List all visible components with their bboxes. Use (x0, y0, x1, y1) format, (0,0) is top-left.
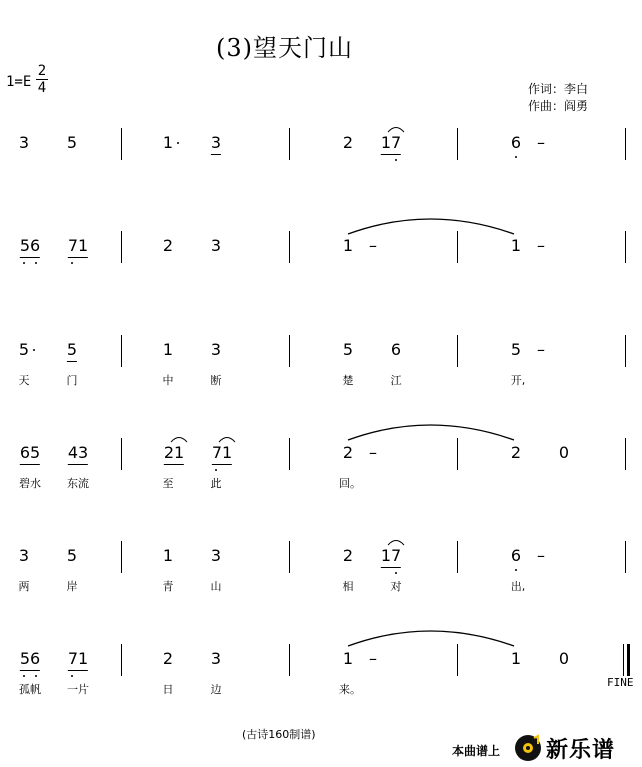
lyric: 青 (162, 580, 174, 593)
note: 71 (212, 444, 232, 465)
note: 2 (342, 546, 354, 565)
note: – (369, 443, 377, 462)
note: 1 (510, 649, 522, 668)
note: 0 (558, 443, 570, 462)
note: 3 (211, 134, 221, 155)
lyric: 日 (162, 683, 174, 696)
key-signature: 1=E (6, 74, 32, 90)
lyric: 至 (162, 477, 174, 490)
note: 3 (18, 546, 30, 565)
lyric: 孤帆 (19, 683, 41, 696)
note: – (369, 649, 377, 668)
time-signature-bottom: 4 (37, 80, 47, 96)
footer-note: (古诗160制谱) (242, 728, 316, 741)
brand-name: 新乐谱 (546, 738, 616, 763)
note: 21 (164, 444, 184, 465)
note: 1 (162, 340, 174, 359)
lyric: 开, (510, 374, 526, 387)
lyric: 中 (162, 374, 174, 387)
note: 1 (342, 236, 354, 255)
note: 17 (381, 547, 401, 568)
score-title: (3)望天门山 (216, 34, 353, 62)
note: 17 (381, 134, 401, 155)
brand-prefix: 本曲谱上 (452, 744, 501, 758)
brand-logo-icon (514, 734, 542, 762)
lyric: 出, (510, 580, 526, 593)
note: – (537, 133, 545, 152)
lyric: 对 (390, 580, 402, 593)
ending-mark: FINE (607, 676, 634, 689)
lyric: 楚 (342, 374, 354, 387)
tie-arc (348, 219, 514, 234)
lyric: 相 (342, 580, 354, 593)
note: 2 (342, 443, 354, 462)
lyric: 东流 (67, 477, 89, 490)
note: – (537, 236, 545, 255)
note: 2 (510, 443, 522, 462)
note: 43 (68, 444, 88, 465)
lyric: 此 (210, 477, 222, 490)
note: 3 (210, 546, 222, 565)
time-signature-top: 2 (37, 63, 47, 79)
note: 3 (18, 133, 30, 152)
note: 1 (510, 236, 522, 255)
note: 5 (510, 340, 522, 359)
lyric: 来。 (339, 683, 361, 696)
note: 56 (20, 650, 40, 671)
lyric: 碧水 (19, 477, 41, 490)
note: – (369, 236, 377, 255)
note: 5 (67, 341, 77, 362)
note: 56 (20, 237, 40, 258)
note: 3 (210, 236, 222, 255)
note: 71 (68, 237, 88, 258)
note: 2 (342, 133, 354, 152)
note: 1 (342, 649, 354, 668)
lyric: 回。 (339, 477, 361, 490)
lyricist-credit: 作词：李白 (528, 82, 589, 96)
note: 5 (66, 546, 78, 565)
lyric: 天 (18, 374, 30, 387)
note: 2 (162, 236, 174, 255)
note: 71 (68, 650, 88, 671)
note: 1 (162, 546, 174, 565)
note: 5 (66, 133, 78, 152)
note: 6 (390, 340, 402, 359)
note: – (537, 546, 545, 565)
note: 5 (18, 340, 30, 359)
note: 3 (210, 649, 222, 668)
note: 6 (510, 133, 522, 152)
lyric: 山 (210, 580, 222, 593)
tie-arc (348, 631, 514, 646)
lyric: 两 (18, 580, 30, 593)
note: 3 (210, 340, 222, 359)
tie-arc (348, 425, 514, 440)
lyric: 断 (210, 374, 222, 387)
lyric: 江 (390, 374, 402, 387)
note: 0 (558, 649, 570, 668)
note: 1 (162, 133, 174, 152)
composer-credit: 作曲：阎勇 (528, 99, 589, 113)
note: 2 (162, 649, 174, 668)
lyric: 边 (210, 683, 222, 696)
note: 6 (510, 546, 522, 565)
lyric: 门 (66, 374, 78, 387)
note: 5 (342, 340, 354, 359)
lyric: 一片 (67, 683, 89, 696)
note: 65 (20, 444, 40, 465)
lyric: 岸 (66, 580, 78, 593)
note: – (537, 340, 545, 359)
